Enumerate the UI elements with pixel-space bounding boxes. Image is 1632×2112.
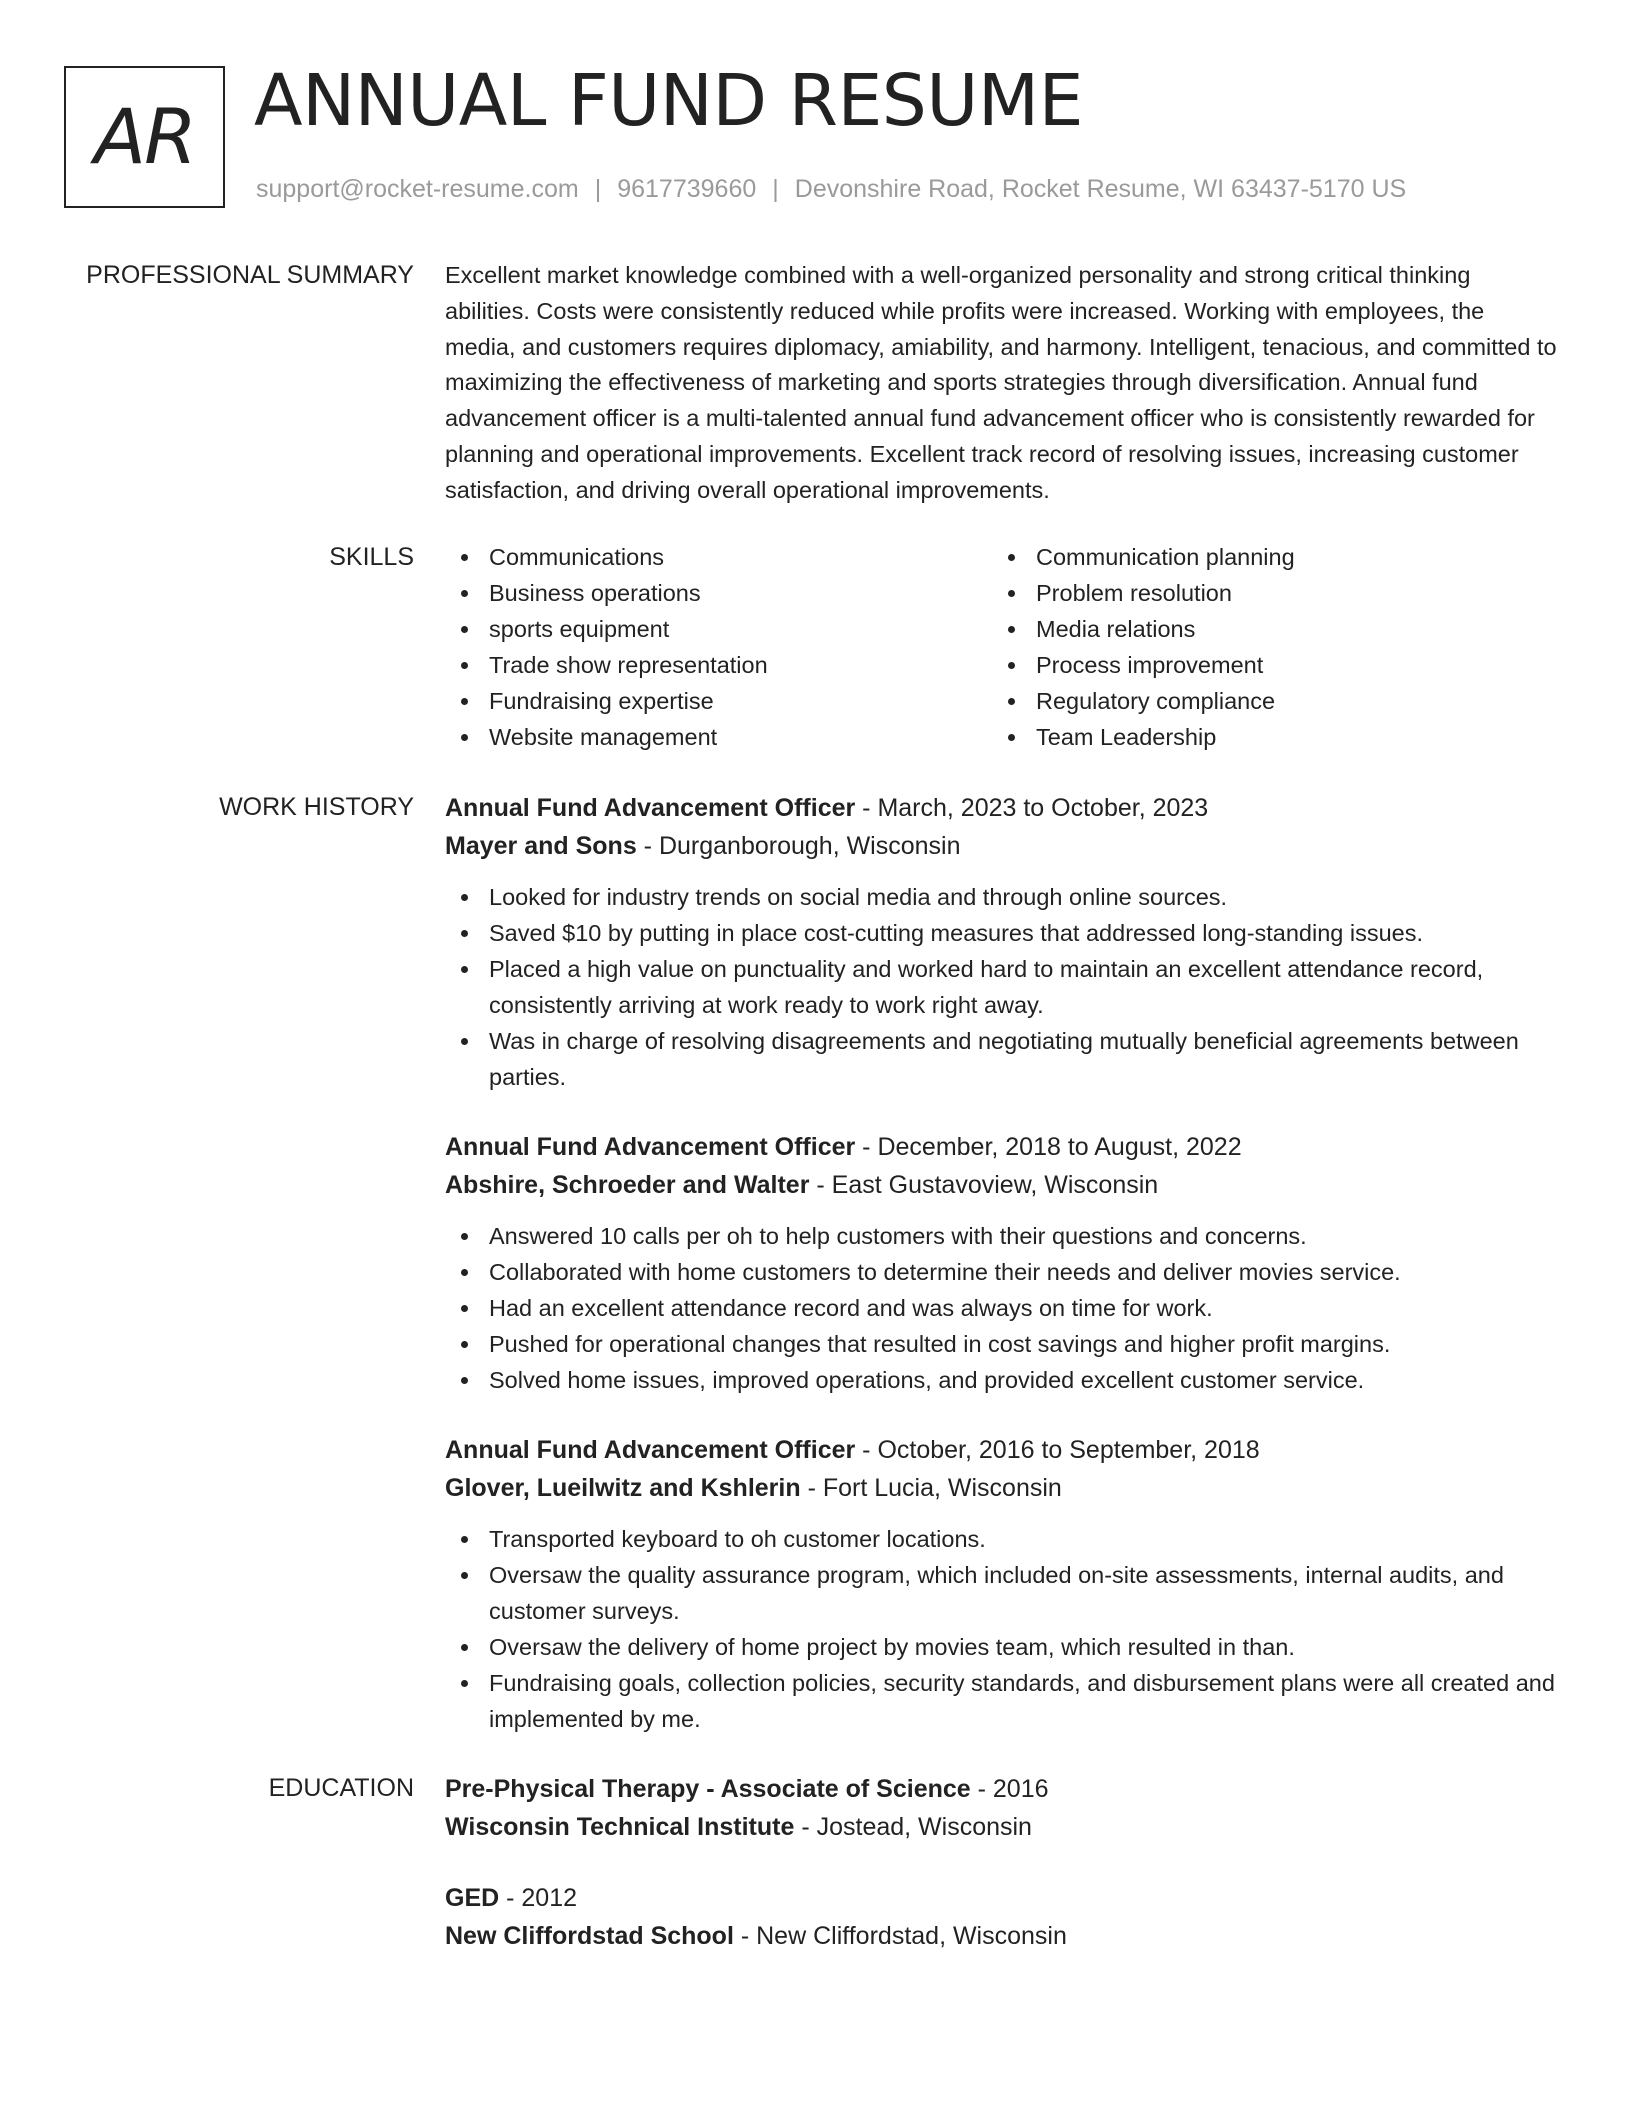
education-entry bbox=[445, 1770, 1557, 1846]
skill-item: Process improvement bbox=[992, 647, 1539, 683]
contact-phone: 9617739660 bbox=[617, 175, 757, 203]
job-bullet: Solved home issues, improved operations, and provided excellent customer service. bbox=[445, 1362, 1557, 1398]
contact-email: support@rocket-resume.com bbox=[256, 175, 579, 203]
skill-item: Problem resolution bbox=[992, 575, 1539, 611]
job-bullet: Saved $10 by putting in place cost-cutting measures that addressed long-standing issues. bbox=[445, 915, 1557, 951]
degree: GED bbox=[445, 1884, 500, 1912]
job-bullet: Looked for industry trends on social media and through online sources. bbox=[445, 879, 1557, 915]
job-bullet: Collaborated with home customers to determine their needs and deliver movies service. bbox=[445, 1254, 1557, 1290]
skill-item: Trade show representation bbox=[445, 647, 992, 683]
job-dates: - October, 2016 to September, 2018 bbox=[855, 1436, 1260, 1464]
contact-line bbox=[256, 175, 1406, 204]
degree-line bbox=[445, 1879, 1557, 1917]
degree: Pre-Physical Therapy - Associate of Science bbox=[445, 1775, 971, 1803]
job-company-line bbox=[445, 1469, 1557, 1507]
job-bullet: Oversaw the quality assurance program, which included on-site assessments, internal audits, and customer surveys. bbox=[445, 1557, 1557, 1629]
skill-item: Communication planning bbox=[992, 539, 1539, 575]
school-line bbox=[445, 1808, 1557, 1846]
graduation-year: - 2012 bbox=[499, 1884, 578, 1912]
job-dates: - March, 2023 to October, 2023 bbox=[855, 794, 1209, 822]
job-company: Abshire, Schroeder and Walter bbox=[445, 1171, 810, 1199]
contact-address: Devonshire Road, Rocket Resume, WI 63437-5170 US bbox=[794, 175, 1407, 203]
skill-item: Media relations bbox=[992, 611, 1539, 647]
job-bullet: Placed a high value on punctuality and worked hard to maintain an excellent attendance record, consistently arriving at work ready to work right away. bbox=[445, 951, 1557, 1023]
skill-item: Regulatory compliance bbox=[992, 683, 1539, 719]
job-company: Mayer and Sons bbox=[445, 832, 637, 860]
skills-column-left bbox=[445, 539, 992, 755]
skill-item: Team Leadership bbox=[992, 719, 1539, 755]
job-company: Glover, Lueilwitz and Kshlerin bbox=[445, 1474, 801, 1502]
skills-list bbox=[445, 539, 1557, 755]
job-title: Annual Fund Advancement Officer bbox=[445, 1436, 856, 1464]
contact-separator: | bbox=[772, 175, 779, 203]
job-bullet: Fundraising goals, collection policies, security standards, and disbursement plans were all created and implemented by me. bbox=[445, 1665, 1557, 1737]
job-entry bbox=[445, 1128, 1557, 1398]
job-bullet: Pushed for operational changes that resulted in cost savings and higher profit margins. bbox=[445, 1326, 1557, 1362]
job-company-line bbox=[445, 827, 1557, 865]
education-entry bbox=[445, 1879, 1557, 1955]
job-bullet: Transported keyboard to oh customer locations. bbox=[445, 1521, 1557, 1557]
resume-title: ANNUAL FUND RESUME bbox=[254, 59, 1083, 142]
job-title-line bbox=[445, 789, 1557, 827]
skill-item: Website management bbox=[445, 719, 992, 755]
job-dates: - December, 2018 to August, 2022 bbox=[855, 1133, 1242, 1161]
skills-column-right bbox=[992, 539, 1539, 755]
degree-line bbox=[445, 1770, 1557, 1808]
job-bullet: Was in charge of resolving disagreements and negotiating mutually beneficial agreements between parties. bbox=[445, 1023, 1557, 1095]
monogram-box bbox=[64, 66, 225, 208]
job-bullet: Answered 10 calls per oh to help customers with their questions and concerns. bbox=[445, 1218, 1557, 1254]
summary-heading: PROFESSIONAL SUMMARY bbox=[86, 261, 414, 289]
job-title: Annual Fund Advancement Officer bbox=[445, 794, 856, 822]
skill-item: sports equipment bbox=[445, 611, 992, 647]
job-responsibilities bbox=[445, 1521, 1557, 1737]
job-entry bbox=[445, 789, 1557, 1095]
job-bullet: Had an excellent attendance record and was always on time for work. bbox=[445, 1290, 1557, 1326]
job-responsibilities bbox=[445, 879, 1557, 1095]
work-history-heading: WORK HISTORY bbox=[219, 793, 414, 821]
education-heading: EDUCATION bbox=[268, 1774, 414, 1802]
monogram-initials: AR bbox=[94, 92, 195, 181]
school: New Cliffordstad School bbox=[445, 1922, 734, 1950]
skill-item: Fundraising expertise bbox=[445, 683, 992, 719]
job-title-line bbox=[445, 1431, 1557, 1469]
summary-text: Excellent market knowledge combined with a well-organized personality and strong critical thinking abilities. Costs were consistently reduced while profits were increased. Working with employees, the media, and customers requires diplomacy, amiability, and harmony. Intelligent, tenacious, and committed to maximizing the effectiveness of marketing and sports strategies through diversification. Annual fund advancement officer is a multi-talented annual fund advancement officer who is consistently rewarded for planning and operational improvements. Excellent track record of resolving issues, increasing customer satisfaction, and driving overall operational improvements. bbox=[445, 262, 1557, 503]
job-responsibilities bbox=[445, 1218, 1557, 1398]
skill-item: Communications bbox=[445, 539, 992, 575]
job-bullet: Oversaw the delivery of home project by movies team, which resulted in than. bbox=[445, 1629, 1557, 1665]
school-location: - Jostead, Wisconsin bbox=[794, 1813, 1032, 1841]
school-line bbox=[445, 1917, 1557, 1955]
job-entry bbox=[445, 1431, 1557, 1737]
job-company-line bbox=[445, 1166, 1557, 1204]
skills-heading: SKILLS bbox=[329, 543, 414, 571]
graduation-year: - 2016 bbox=[970, 1775, 1049, 1803]
skill-item: Business operations bbox=[445, 575, 992, 611]
job-location: - East Gustavoview, Wisconsin bbox=[809, 1171, 1159, 1199]
job-location: - Durganborough, Wisconsin bbox=[636, 832, 961, 860]
school-location: - New Cliffordstad, Wisconsin bbox=[733, 1922, 1067, 1950]
school: Wisconsin Technical Institute bbox=[445, 1813, 795, 1841]
contact-separator: | bbox=[594, 175, 602, 203]
job-title: Annual Fund Advancement Officer bbox=[445, 1133, 856, 1161]
job-location: - Fort Lucia, Wisconsin bbox=[800, 1474, 1062, 1502]
job-title-line bbox=[445, 1128, 1557, 1166]
